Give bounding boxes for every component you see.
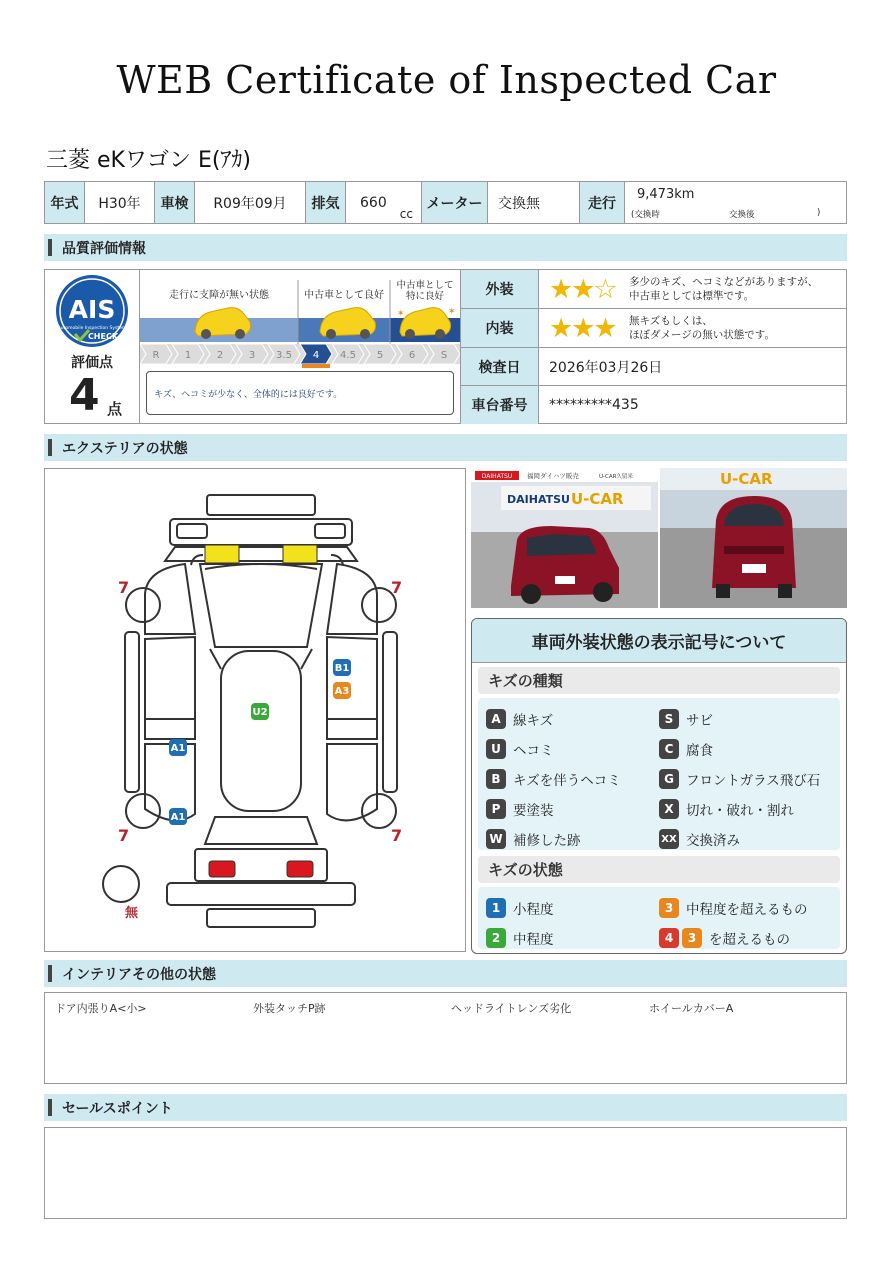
ais-logo — [45, 270, 141, 352]
inspection-date-label: 検査日 — [461, 348, 539, 385]
legend-item-g: G フロントガラス飛び石 — [659, 764, 832, 794]
car-outline — [45, 469, 465, 951]
sign-ucar: U-CAR — [571, 490, 624, 508]
level-item-1: 1 小程度 — [486, 893, 659, 923]
year-label: 年式 — [45, 182, 85, 223]
damage-types-heading: キズの種類 — [478, 667, 840, 694]
scale-heading-1: 走行に支障が無い状態 — [169, 290, 269, 301]
svg-text:✶: ✶ — [397, 309, 405, 319]
damage-diagram — [44, 468, 466, 952]
ais-logo-sub: Automobile Inspection System — [57, 326, 127, 331]
legend-item-a: A 線キズ — [486, 704, 659, 734]
interior-item: 外装タッチP跡 — [253, 1002, 326, 1015]
photo-illustration — [471, 468, 658, 608]
interior-notes — [44, 992, 847, 1084]
ais-score-box — [44, 269, 140, 424]
car-name: 三菱 eKワゴン E(ｱｶ) — [46, 148, 252, 173]
page-title: WEB Certificate of Inspected Car — [116, 58, 777, 102]
chassis-label: 車台番号 — [461, 386, 539, 424]
damage-types-list — [478, 698, 840, 850]
svg-text:✶: ✶ — [448, 307, 456, 317]
grade-label: R — [152, 350, 160, 361]
interior-section-title: インテリアその他の状態 — [62, 966, 216, 983]
scale-comment: キズ、ヘコミが少なく、全体的には良好です。 — [146, 371, 454, 415]
legend-item-u: U ヘコミ — [486, 734, 659, 764]
damage-code-a1-door: A1 — [170, 743, 186, 754]
interior-desc-1: 無キズもしくは、 — [629, 315, 713, 327]
scale-heading-3: 中古車として 特に良好 — [396, 280, 454, 302]
chassis-row — [461, 386, 846, 424]
chassis-value: *********435 — [549, 397, 639, 413]
exterior-desc-2: 中古車としては標準です。 — [629, 290, 755, 302]
legend-item-s: S サビ — [659, 704, 832, 734]
grade-label: 4.5 — [340, 350, 356, 361]
score-value: 4 — [69, 370, 100, 421]
displacement-label: 排気 — [306, 182, 346, 223]
exterior-grade-row — [461, 270, 846, 309]
damage-levels-list — [478, 887, 840, 949]
damage-code-b1: B1 — [334, 663, 350, 674]
legend-item-xx: XX 交換済み — [659, 824, 832, 854]
displacement-cell — [346, 182, 422, 223]
quality-section-title: 品質評価情報 — [62, 240, 146, 257]
grade-label: 2 — [216, 350, 224, 361]
grade-label: 1 — [184, 350, 192, 361]
inspection-date-value: 2026年03月26日 — [549, 359, 663, 376]
banner-dealer: 福岡ダイハツ販売 — [527, 472, 579, 480]
sales-section-title: セールスポイント — [62, 1100, 173, 1117]
mileage-note-before: (交換時 — [631, 210, 660, 220]
damage-code-a3: A3 — [334, 686, 350, 697]
inspection-value: R09年09月 — [195, 182, 306, 223]
banner-store: U-CAR久留米 — [599, 474, 633, 480]
exterior-section-title: エクステリアの状態 — [62, 440, 188, 457]
mileage-cell — [625, 182, 846, 223]
damage-legend — [471, 618, 847, 954]
sign-brand: DAIHATSU — [507, 493, 570, 506]
interior-item: ドア内張りA<小> — [55, 1002, 147, 1015]
legend-item-x: X 切れ・破れ・割れ — [659, 794, 832, 824]
grade-label: 3.5 — [276, 350, 292, 361]
interior-item: ホイールカバーA — [649, 1002, 734, 1015]
grade-label: S — [440, 350, 448, 361]
interior-section-header — [44, 960, 847, 987]
grade-scale — [140, 269, 461, 424]
car-photo-front-left[interactable] — [471, 468, 658, 608]
grade-selected-indicator — [302, 364, 330, 368]
grade-label: 6 — [408, 350, 416, 361]
interior-grade-label: 内装 — [461, 309, 539, 347]
inspection-label: 車検 — [155, 182, 195, 223]
legend-item-p: P 要塗装 — [486, 794, 659, 824]
mileage-note-close: ) — [817, 208, 821, 218]
car-icon — [195, 308, 251, 339]
year-value: H30年 — [85, 182, 155, 223]
exterior-desc-1: 多少のキズ、ヘコミなどがありますが、 — [629, 276, 819, 288]
meter-label: メーター — [422, 182, 488, 223]
ais-logo-text: AIS — [68, 295, 116, 324]
score-unit: 点 — [107, 400, 123, 418]
car-icon-2 — [320, 308, 376, 339]
quality-table — [461, 269, 847, 424]
mileage-note-after: 交換後 — [729, 210, 755, 220]
interior-item: ヘッドライトレンズ劣化 — [451, 1002, 572, 1015]
photo-illustration-2 — [660, 468, 847, 608]
sales-section-header — [44, 1094, 847, 1121]
meter-value: 交換無 — [488, 182, 580, 223]
rear-left-tire-mark: 7 — [118, 826, 130, 845]
banner-brand: DAIHATSU — [481, 473, 513, 480]
damage-code-u2: U2 — [252, 707, 268, 718]
exterior-grade-label: 外装 — [461, 270, 539, 308]
interior-grade-row — [461, 309, 846, 348]
scale-heading-2: 中古車として良好 — [304, 290, 384, 301]
front-right-tire-mark: 7 — [391, 578, 403, 597]
displacement-unit: cc — [399, 207, 413, 221]
grade-label: 4 — [312, 350, 320, 361]
damage-levels-heading: キズの状態 — [478, 856, 840, 883]
mileage-label: 走行 — [580, 182, 625, 223]
grade-label: 3 — [248, 350, 256, 361]
front-left-tire-mark: 7 — [118, 578, 130, 597]
sales-points-box — [44, 1127, 847, 1219]
sign-ucar-2: U-CAR — [720, 470, 773, 488]
rear-right-tire-mark: 7 — [391, 826, 403, 845]
quality-section-header — [44, 234, 847, 261]
spare-tire-mark: 無 — [125, 906, 139, 921]
grade-label: 5 — [376, 350, 384, 361]
ais-check-text: CHECK — [87, 332, 119, 341]
mileage-value: 9,473km — [637, 187, 695, 202]
score-label: 評価点 — [71, 355, 113, 371]
legend-title: 車両外装状態の表示記号について — [472, 619, 846, 663]
inspection-date-row — [461, 348, 846, 386]
legend-item-w: W 補修した跡 — [486, 824, 659, 854]
level-item-2: 2 中程度 — [486, 923, 659, 953]
exterior-section-header — [44, 434, 847, 461]
interior-stars: ★★★ — [549, 312, 616, 344]
legend-item-b: B キズを伴うヘコミ — [486, 764, 659, 794]
car-photo-front[interactable] — [660, 468, 847, 608]
level-item-3: 3 中程度を超えるもの — [659, 893, 832, 923]
displacement-value: 660 — [360, 194, 387, 211]
legend-item-c: C 腐食 — [659, 734, 832, 764]
spec-table — [44, 181, 847, 224]
level-item-4: 4 3 を超えるもの — [659, 923, 832, 953]
exterior-stars: ★★☆ — [549, 273, 616, 305]
damage-code-a1-rear: A1 — [170, 812, 186, 823]
interior-desc-2: ほぼダメージの無い状態です。 — [629, 329, 775, 341]
